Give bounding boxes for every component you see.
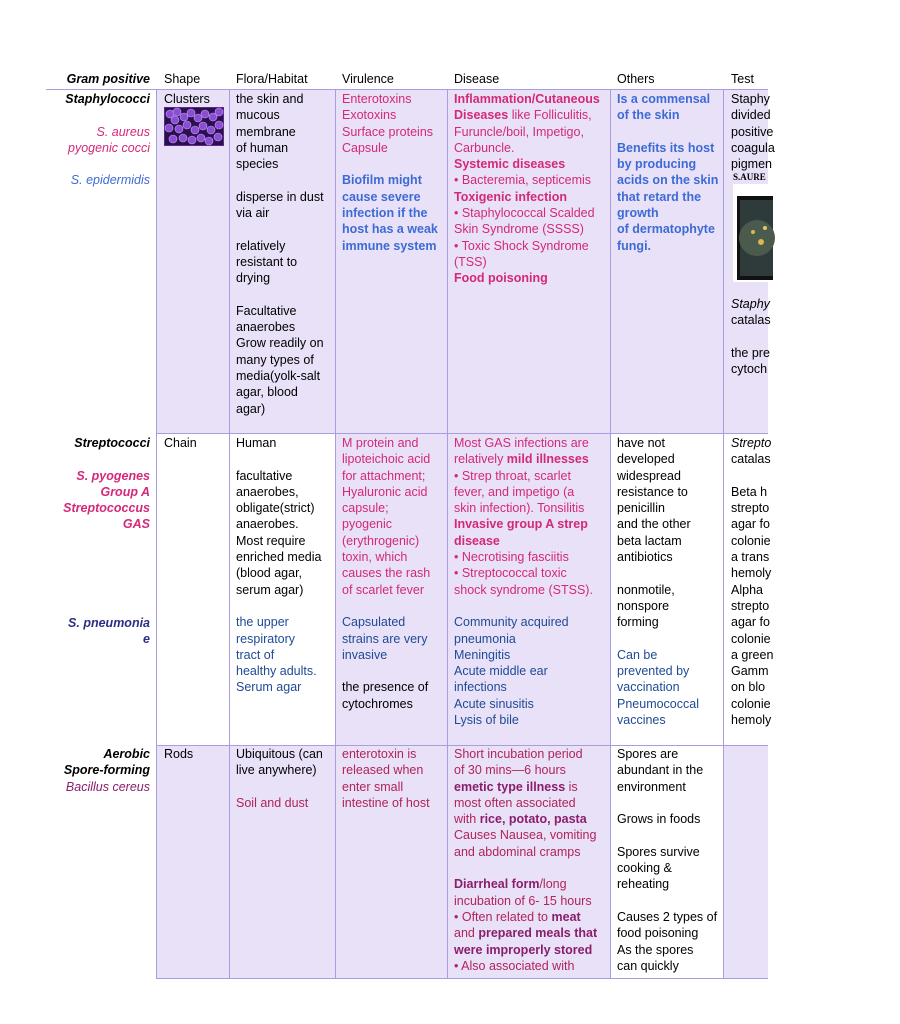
text-line: Toxigenic infection bbox=[454, 189, 567, 204]
text-line: Alpha bbox=[731, 582, 763, 597]
text-line: and abdominal cramps bbox=[454, 844, 581, 859]
text-line bbox=[454, 876, 610, 892]
text-line: • Staphylococcal Scalded bbox=[454, 206, 595, 221]
text-line: divided bbox=[731, 108, 771, 123]
text-line: immune system bbox=[342, 238, 437, 253]
text-line: media(yolk-salt bbox=[236, 369, 321, 384]
text-line: meat bbox=[551, 909, 581, 924]
text-line: the skin and bbox=[236, 92, 304, 106]
text-line: resistant to bbox=[236, 254, 298, 269]
text-line: enterotoxin is bbox=[342, 747, 417, 761]
text-line: Capsulated bbox=[342, 615, 406, 630]
text-line: anaerobes bbox=[236, 320, 296, 335]
text-line: (blood agar, bbox=[236, 566, 303, 581]
text-line: of the skin bbox=[617, 108, 680, 123]
text-line: most often associated bbox=[454, 795, 576, 810]
text-line: /long bbox=[539, 877, 567, 892]
text-line: infections bbox=[454, 680, 507, 695]
row1-sub-aureus: S. aureus bbox=[96, 124, 150, 139]
text-line: toxin, which bbox=[342, 550, 408, 565]
text-line: healthy adults. bbox=[236, 664, 317, 679]
text-line: drying bbox=[236, 271, 271, 286]
text-line: relatively bbox=[236, 238, 286, 253]
text-line: prepared meals that bbox=[478, 926, 598, 941]
text-line: penicillin bbox=[617, 501, 665, 516]
text-line: (erythrogenic) bbox=[342, 533, 420, 548]
text-line: Causes 2 types of bbox=[617, 909, 718, 924]
text-line: Facultative bbox=[236, 303, 297, 318]
text-line: Can be bbox=[617, 647, 658, 662]
text-line: Systemic diseases bbox=[454, 157, 566, 172]
text-line: agar) bbox=[236, 401, 266, 416]
text-line: enriched media bbox=[236, 550, 322, 565]
text-line: agar fo bbox=[731, 517, 770, 532]
row3-gram-cell bbox=[0, 746, 150, 795]
row3-flora bbox=[236, 746, 332, 811]
text-line: anaerobes, bbox=[236, 484, 299, 499]
text-line: Most GAS infections are bbox=[454, 436, 589, 450]
row2-shape bbox=[164, 435, 197, 451]
grid-line bbox=[46, 89, 768, 90]
text-line: agar fo bbox=[731, 615, 770, 630]
blank-line bbox=[0, 107, 150, 123]
text-line: cause severe bbox=[342, 189, 421, 204]
text-line: e bbox=[143, 632, 150, 647]
text-line: (TSS) bbox=[454, 254, 487, 269]
text-line: Invasive group A strep bbox=[454, 517, 588, 532]
text-line: with bbox=[454, 812, 480, 827]
row3-disease bbox=[454, 746, 610, 974]
text-line: vaccination bbox=[617, 680, 680, 695]
text-line bbox=[454, 779, 610, 795]
text-line: Furuncle/boil, Impetigo, bbox=[454, 124, 584, 139]
text-line: incubation of 6- 15 hours bbox=[454, 893, 592, 908]
text-line: and the other bbox=[617, 517, 691, 532]
text-line: colonie bbox=[731, 696, 771, 711]
text-line bbox=[454, 107, 610, 123]
text-line: strepto bbox=[731, 501, 770, 516]
text-line: of scarlet fever bbox=[342, 582, 424, 597]
text-line: membrane bbox=[236, 124, 296, 139]
text-line: Exotoxins bbox=[342, 108, 397, 123]
text-line: of dermatophyte bbox=[617, 222, 715, 237]
text-line: Hyaluronic acid bbox=[342, 484, 428, 499]
row1-test-image-label: S.AURE bbox=[733, 172, 766, 182]
text-line: that retard the bbox=[617, 189, 702, 204]
blank-line bbox=[454, 860, 610, 876]
text-line: disease bbox=[454, 533, 500, 548]
text-line: Most require bbox=[236, 533, 306, 548]
text-line: agar, blood bbox=[236, 385, 298, 400]
blank-line bbox=[731, 468, 771, 484]
text-line: released when bbox=[342, 763, 424, 778]
text-line: relatively bbox=[454, 452, 507, 467]
text-line: • Toxic Shock Syndrome bbox=[454, 238, 589, 253]
text-line: nonspore bbox=[617, 598, 670, 613]
text-line: Pneumococcal bbox=[617, 696, 699, 711]
row1-sub-pyogenic: pyogenic cocci bbox=[68, 140, 150, 155]
text-line: Surface proteins bbox=[342, 124, 434, 139]
grid-line bbox=[723, 89, 724, 979]
text-line: Capsule bbox=[342, 140, 388, 155]
text-line: Strepto bbox=[731, 436, 772, 450]
text-line: GAS bbox=[122, 517, 150, 532]
text-line: cytoch bbox=[731, 362, 768, 377]
text-line: mucous bbox=[236, 108, 280, 123]
blank-line bbox=[617, 827, 721, 843]
text-line: were improperly stored bbox=[454, 942, 593, 957]
text-line: Carbuncle. bbox=[454, 140, 515, 155]
row2-title: Streptococci bbox=[74, 436, 150, 450]
text-line: Benefits its host bbox=[617, 140, 715, 155]
header-virulence: Virulence bbox=[342, 72, 394, 86]
text-line: Inflammation/Cutaneous bbox=[454, 92, 600, 106]
text-line: causes the rash bbox=[342, 566, 431, 581]
row2-gram-cell bbox=[0, 435, 150, 533]
text-line: the pre bbox=[731, 345, 770, 360]
blank-line bbox=[454, 598, 610, 614]
text-line: Is a commensal bbox=[617, 92, 711, 106]
text-line bbox=[454, 811, 610, 827]
text-line: Streptococcus bbox=[63, 501, 150, 516]
text-line: Spore-forming bbox=[63, 763, 150, 778]
text-line: rice, potato, pasta bbox=[479, 812, 587, 827]
text-line: intestine of host bbox=[342, 795, 430, 810]
text-line: Short incubation period bbox=[454, 747, 583, 761]
text-line: S. pyogenes bbox=[76, 468, 150, 483]
text-line: • Strep throat, scarlet bbox=[454, 468, 571, 483]
text-line: Meningitis bbox=[454, 647, 511, 662]
blank-line bbox=[342, 598, 444, 614]
text-line: • Necrotising fasciitis bbox=[454, 550, 569, 565]
row2-test bbox=[731, 435, 774, 728]
text-line: Rods bbox=[164, 747, 194, 761]
staphylococci-cluster-image bbox=[164, 107, 224, 146]
blank-line bbox=[0, 451, 150, 467]
text-line: coagula bbox=[731, 140, 775, 155]
text-line: emetic type illness bbox=[454, 779, 566, 794]
text-line: a trans bbox=[731, 550, 770, 565]
blank-line bbox=[617, 124, 721, 140]
text-line: capsule; bbox=[342, 501, 389, 516]
row1-disease bbox=[454, 91, 610, 287]
text-line: is bbox=[565, 779, 578, 794]
text-line: Diarrheal form bbox=[454, 877, 540, 892]
grid-line bbox=[157, 433, 768, 434]
text-line: forming bbox=[617, 615, 659, 630]
text-line: widespread bbox=[617, 468, 681, 483]
text-line: Aerobic bbox=[103, 747, 150, 761]
text-line: Bacillus cereus bbox=[65, 779, 150, 794]
text-line: Spores survive bbox=[617, 844, 700, 859]
header-test: Test bbox=[731, 72, 754, 86]
text-line: Biofilm might bbox=[342, 173, 422, 188]
text-line: Serum agar bbox=[236, 680, 302, 695]
text-line: colonie bbox=[731, 631, 771, 646]
blank-line bbox=[342, 663, 444, 679]
text-line: acids on the skin bbox=[617, 173, 719, 188]
text-line: hemoly bbox=[731, 566, 772, 581]
text-line: tract of bbox=[236, 647, 275, 662]
text-line: live anywhere) bbox=[236, 763, 317, 778]
text-line: fever, and impetigo (a bbox=[454, 484, 575, 499]
text-line: pyogenic bbox=[342, 517, 393, 532]
text-line: pneumonia bbox=[454, 631, 516, 646]
text-line: anaerobes. bbox=[236, 517, 299, 532]
text-line: and bbox=[454, 926, 479, 941]
header-flora-habitat: Flora/Habitat bbox=[236, 72, 308, 86]
text-line: by producing bbox=[617, 157, 697, 172]
text-line: Ubiquitous (can bbox=[236, 747, 323, 761]
text-line: developed bbox=[617, 452, 675, 467]
text-line: environment bbox=[617, 779, 686, 794]
text-line: Spores are bbox=[617, 747, 679, 761]
grid-line bbox=[157, 978, 768, 979]
text-line: resistance to bbox=[617, 484, 688, 499]
header-disease: Disease bbox=[454, 72, 500, 86]
text-line: colonie bbox=[731, 533, 771, 548]
text-line: Grows in foods bbox=[617, 812, 701, 827]
text-line: strains are very bbox=[342, 631, 428, 646]
blank-line bbox=[731, 329, 771, 345]
text-line: cooking & bbox=[617, 861, 672, 876]
text-line: Food poisoning bbox=[454, 271, 548, 286]
grid-line bbox=[335, 89, 336, 979]
row1-test-top bbox=[731, 91, 775, 172]
text-line: the presence of bbox=[342, 680, 429, 695]
blank-line bbox=[236, 779, 332, 795]
text-line: vaccines bbox=[617, 713, 666, 728]
row3-others bbox=[617, 746, 721, 974]
text-line: the upper bbox=[236, 615, 289, 630]
row1-shape bbox=[164, 91, 210, 107]
text-line: M protein and bbox=[342, 436, 419, 450]
text-line: Community acquired bbox=[454, 615, 569, 630]
row1-title: Staphylococci bbox=[65, 92, 150, 106]
text-line: Staphy bbox=[731, 297, 770, 311]
row1-gram-cell bbox=[0, 91, 150, 189]
text-line: Staphy bbox=[731, 92, 770, 106]
row3-shape bbox=[164, 746, 193, 762]
grid-line bbox=[229, 89, 230, 979]
blank-line bbox=[617, 565, 721, 581]
fill-test-row3 bbox=[724, 746, 768, 978]
text-line: S. pneumonia bbox=[68, 616, 150, 630]
blank-line bbox=[236, 221, 332, 237]
row2-virulence bbox=[342, 435, 444, 712]
blank-line bbox=[236, 598, 332, 614]
header-gram-positive: Gram positive bbox=[66, 72, 150, 86]
text-line: host has a weak bbox=[342, 222, 438, 237]
text-line: infection if the bbox=[342, 206, 428, 221]
table-header-row bbox=[0, 71, 900, 89]
text-line: Acute middle ear bbox=[454, 664, 548, 679]
text-line: • Bacteremia, septicemis bbox=[454, 173, 592, 188]
text-line: can quickly bbox=[617, 958, 679, 973]
header-others: Others bbox=[617, 72, 655, 86]
text-line: of 30 mins—6 hours bbox=[454, 763, 566, 778]
text-line: cytochromes bbox=[342, 696, 413, 711]
text-line: serum agar) bbox=[236, 582, 304, 597]
text-line: Beta h bbox=[731, 484, 768, 499]
text-line bbox=[454, 925, 610, 941]
text-line: • Also associated with bbox=[454, 958, 575, 973]
text-line: for attachment; bbox=[342, 468, 426, 483]
blank-line bbox=[617, 631, 721, 647]
text-line: have not bbox=[617, 436, 665, 450]
text-line: pigmen bbox=[731, 157, 772, 172]
blank-line bbox=[236, 172, 332, 188]
header-shape: Shape bbox=[164, 72, 201, 86]
text-line: positive bbox=[731, 124, 774, 139]
text-line: Causes Nausea, vomiting bbox=[454, 828, 597, 843]
text-line: prevented by bbox=[617, 664, 690, 679]
text-line: respiratory bbox=[236, 631, 296, 646]
text-line: Grow readily on bbox=[236, 336, 324, 351]
text-line: • Streptococcal toxic bbox=[454, 566, 567, 581]
grid-line bbox=[447, 89, 448, 979]
row1-virulence bbox=[342, 91, 444, 254]
row1-flora bbox=[236, 91, 332, 417]
text-line: Group A bbox=[100, 484, 150, 499]
text-line bbox=[454, 909, 610, 925]
text-line: Clusters bbox=[164, 92, 210, 106]
row2-pneumoniae-cell bbox=[0, 615, 150, 648]
text-line: via air bbox=[236, 206, 270, 221]
grid-line bbox=[156, 89, 157, 979]
text-line: Gamm bbox=[731, 664, 769, 679]
text-line: As the spores bbox=[617, 942, 694, 957]
text-line: shock syndrome (STSS). bbox=[454, 582, 593, 597]
text-line: Acute sinusitis bbox=[454, 696, 534, 711]
text-line: species bbox=[236, 157, 279, 172]
text-line: catalas bbox=[731, 313, 771, 328]
blank-line bbox=[0, 156, 150, 172]
text-line: on blo bbox=[731, 680, 766, 695]
row1-test-bottom bbox=[731, 296, 771, 377]
text-line: a green bbox=[731, 647, 774, 662]
text-line: growth bbox=[617, 206, 659, 221]
blank-line bbox=[236, 451, 332, 467]
text-line: enter small bbox=[342, 779, 404, 794]
text-line: reheating bbox=[617, 877, 670, 892]
text-line: obligate(strict) bbox=[236, 501, 315, 516]
text-line: skin infection). Tonsilitis bbox=[454, 501, 585, 516]
text-line: Skin Syndrome (SSSS) bbox=[454, 222, 584, 237]
text-line bbox=[454, 451, 610, 467]
text-line: Lysis of bile bbox=[454, 713, 519, 728]
text-line: invasive bbox=[342, 647, 388, 662]
text-line: Enterotoxins bbox=[342, 92, 412, 106]
text-line: beta lactam bbox=[617, 533, 682, 548]
row2-others bbox=[617, 435, 721, 728]
text-line: strepto bbox=[731, 598, 770, 613]
text-line: Diseases bbox=[454, 108, 509, 123]
blank-line bbox=[236, 287, 332, 303]
text-line: Human bbox=[236, 436, 277, 450]
text-line: Chain bbox=[164, 436, 197, 450]
blank-line bbox=[342, 156, 444, 172]
text-line: antibiotics bbox=[617, 550, 673, 565]
text-line: hemoly bbox=[731, 713, 772, 728]
grid-line bbox=[610, 89, 611, 979]
text-line: facultative bbox=[236, 468, 293, 483]
text-line: disperse in dust bbox=[236, 189, 324, 204]
row1-others bbox=[617, 91, 721, 254]
text-line: like Folliculitis, bbox=[508, 108, 592, 123]
row3-virulence bbox=[342, 746, 444, 811]
blank-line bbox=[617, 795, 721, 811]
text-line: catalas bbox=[731, 452, 771, 467]
text-line: of human bbox=[236, 140, 289, 155]
text-line: lipoteichoic acid bbox=[342, 452, 431, 467]
row2-flora bbox=[236, 435, 332, 696]
staph-aureus-plate-image bbox=[733, 184, 773, 282]
text-line: Soil and dust bbox=[236, 795, 309, 810]
row1-sub-epidermidis: S. epidermidis bbox=[70, 173, 150, 188]
text-line: • Often related to bbox=[454, 909, 552, 924]
blank-line bbox=[617, 893, 721, 909]
text-line: nonmotile, bbox=[617, 582, 675, 597]
text-line: abundant in the bbox=[617, 763, 704, 778]
text-line: food poisoning bbox=[617, 926, 699, 941]
text-line: fungi. bbox=[617, 238, 652, 253]
row2-disease bbox=[454, 435, 610, 728]
fill-shape-row3 bbox=[157, 746, 229, 978]
text-line: many types of bbox=[236, 352, 314, 367]
text-line: mild illnesses bbox=[506, 452, 589, 467]
